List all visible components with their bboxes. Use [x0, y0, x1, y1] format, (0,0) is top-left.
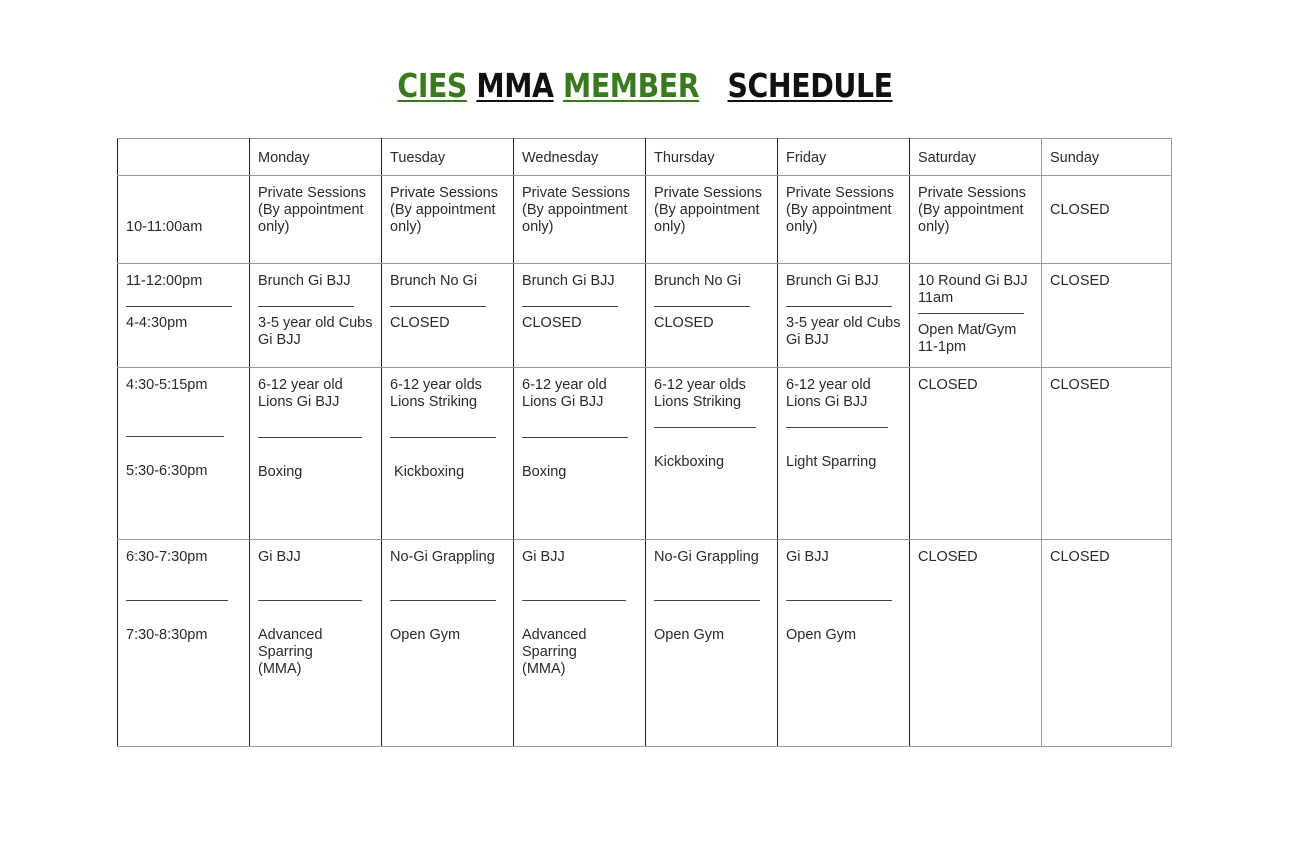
schedule-cell-thursday: [646, 540, 778, 747]
divider-line: [522, 437, 628, 438]
corner-cell: [118, 139, 250, 176]
divider-line: [258, 600, 362, 601]
schedule-cell-wednesday: [514, 540, 646, 747]
divider-line: [390, 600, 496, 601]
class-label: 6-12 year olds Lions Striking: [654, 377, 746, 410]
schedule-cell-sunday: [1042, 368, 1172, 540]
title-mma: MMA: [476, 66, 554, 105]
divider-line: [390, 437, 496, 438]
class-label: CLOSED: [918, 549, 978, 565]
class-label: Light Sparring: [786, 454, 877, 470]
schedule-cell-tuesday: [382, 368, 514, 540]
divider-line: [654, 306, 750, 307]
day-header-tuesday: Tuesday: [382, 139, 514, 176]
class-label: Brunch Gi BJJ: [522, 273, 615, 289]
day-header-thursday: Thursday: [646, 139, 778, 176]
row-evening: [118, 540, 1172, 747]
divider-line: [654, 600, 760, 601]
time-cell: [118, 368, 250, 540]
class-label: 3-5 year old Cubs Gi BJJ: [258, 315, 373, 348]
class-label: Kickboxing: [654, 454, 725, 470]
class-label: CLOSED: [918, 377, 978, 393]
class-label: Boxing: [522, 464, 567, 480]
class-label: CLOSED: [1050, 202, 1110, 218]
schedule-cell-wednesday: [514, 264, 646, 368]
class-label: Gi BJJ: [786, 549, 829, 565]
schedule-cell-tuesday: [382, 264, 514, 368]
title-schedule: SCHEDULE: [727, 66, 893, 105]
class-label: CLOSED: [522, 315, 582, 331]
time-cell: [118, 540, 250, 747]
schedule-cell-wednesday: [514, 368, 646, 540]
time-label: 4:30-5:15pm: [126, 377, 208, 393]
row-morning: [118, 176, 1172, 264]
divider-line: [258, 437, 362, 438]
class-label: CLOSED: [1050, 549, 1110, 565]
class-label: Open Gym: [786, 627, 857, 643]
class-label: CLOSED: [654, 315, 714, 331]
schedule-cell-sunday: [1042, 176, 1172, 264]
row-midday: [118, 264, 1172, 368]
divider-line: [522, 600, 626, 601]
title-cies: CIES: [397, 66, 467, 105]
time-cell: [118, 264, 250, 368]
schedule-cell-sunday: [1042, 264, 1172, 368]
class-label: Gi BJJ: [522, 549, 565, 565]
schedule-cell-saturday: [910, 264, 1042, 368]
day-header-monday: Monday: [250, 139, 382, 176]
schedule-cell-saturday: [910, 368, 1042, 540]
time-label: 7:30-8:30pm: [126, 627, 208, 643]
title-member: MEMBER: [563, 66, 700, 105]
schedule-cell-tuesday: [382, 176, 514, 264]
schedule-table: [117, 138, 1172, 747]
divider-line: [126, 600, 228, 601]
time-label: 5:30-6:30pm: [126, 463, 208, 479]
time-cell: [118, 176, 250, 264]
time-label: 4-4:30pm: [126, 315, 188, 331]
schedule-cell-tuesday: [382, 540, 514, 747]
divider-line: [918, 313, 1024, 314]
page-title: [90, 66, 1199, 105]
schedule-cell-monday: [250, 540, 382, 747]
divider-line: [522, 306, 618, 307]
time-label: 10-11:00am: [126, 219, 203, 235]
class-label: Boxing: [258, 464, 303, 480]
divider-line: [786, 427, 888, 428]
schedule-cell-friday: [778, 368, 910, 540]
class-label: No-Gi Grappling: [390, 549, 495, 565]
divider-line: [786, 306, 892, 307]
class-label: 6-12 year old Lions Gi BJJ: [258, 377, 343, 410]
class-label: Kickboxing: [390, 464, 465, 480]
schedule-cell-thursday: [646, 176, 778, 264]
schedule-cell-monday: [250, 176, 382, 264]
day-header-sunday: Sunday: [1042, 139, 1172, 176]
class-label: 6-12 year olds Lions Striking: [390, 377, 482, 410]
day-header-saturday: Saturday: [910, 139, 1042, 176]
day-header-friday: Friday: [778, 139, 910, 176]
header-row: [118, 139, 1172, 176]
divider-line: [786, 600, 892, 601]
schedule-cell-friday: [778, 264, 910, 368]
class-label: Private Sessions (By appointment only): [786, 185, 894, 235]
class-label: Brunch Gi BJJ: [786, 273, 879, 289]
class-label: Advanced Sparring (MMA): [258, 627, 323, 677]
schedule-cell-wednesday: [514, 176, 646, 264]
class-label: Brunch No Gi: [654, 273, 742, 289]
class-label: Private Sessions (By appointment only): [654, 185, 762, 235]
schedule-cell-friday: [778, 540, 910, 747]
class-label: 6-12 year old Lions Gi BJJ: [522, 377, 607, 410]
class-label: Brunch No Gi: [390, 273, 478, 289]
class-label: Private Sessions (By appointment only): [390, 185, 498, 235]
divider-line: [654, 427, 756, 428]
class-label: 6-12 year old Lions Gi BJJ: [786, 377, 871, 410]
time-label: 6:30-7:30pm: [126, 549, 208, 565]
divider-line: [126, 306, 232, 307]
schedule-cell-thursday: [646, 264, 778, 368]
row-afternoon: [118, 368, 1172, 540]
class-label: CLOSED: [1050, 377, 1110, 393]
class-label: Open Gym: [390, 627, 461, 643]
schedule-cell-sunday: [1042, 540, 1172, 747]
schedule-cell-monday: [250, 368, 382, 540]
time-label: 11-12:00pm: [126, 273, 203, 289]
schedule-cell-friday: [778, 176, 910, 264]
schedule-cell-monday: [250, 264, 382, 368]
class-label: Gi BJJ: [258, 549, 301, 565]
class-label: CLOSED: [1050, 273, 1110, 289]
schedule-cell-saturday: [910, 176, 1042, 264]
schedule-cell-saturday: [910, 540, 1042, 747]
class-label: 3-5 year old Cubs Gi BJJ: [786, 315, 901, 348]
class-label: Private Sessions (By appointment only): [918, 185, 1026, 235]
class-label: Advanced Sparring (MMA): [522, 627, 587, 677]
class-label: Private Sessions (By appointment only): [258, 185, 366, 235]
class-label: Open Gym: [654, 627, 725, 643]
class-label: Brunch Gi BJJ: [258, 273, 351, 289]
divider-line: [390, 306, 486, 307]
class-label: Open Mat/Gym 11-1pm: [918, 322, 1017, 355]
day-header-wednesday: Wednesday: [514, 139, 646, 176]
divider-line: [258, 306, 354, 307]
class-label: No-Gi Grappling: [654, 549, 759, 565]
schedule-cell-thursday: [646, 368, 778, 540]
class-label: Private Sessions (By appointment only): [522, 185, 630, 235]
class-label: 10 Round Gi BJJ 11am: [918, 273, 1028, 306]
class-label: CLOSED: [390, 315, 450, 331]
divider-line: [126, 436, 224, 437]
